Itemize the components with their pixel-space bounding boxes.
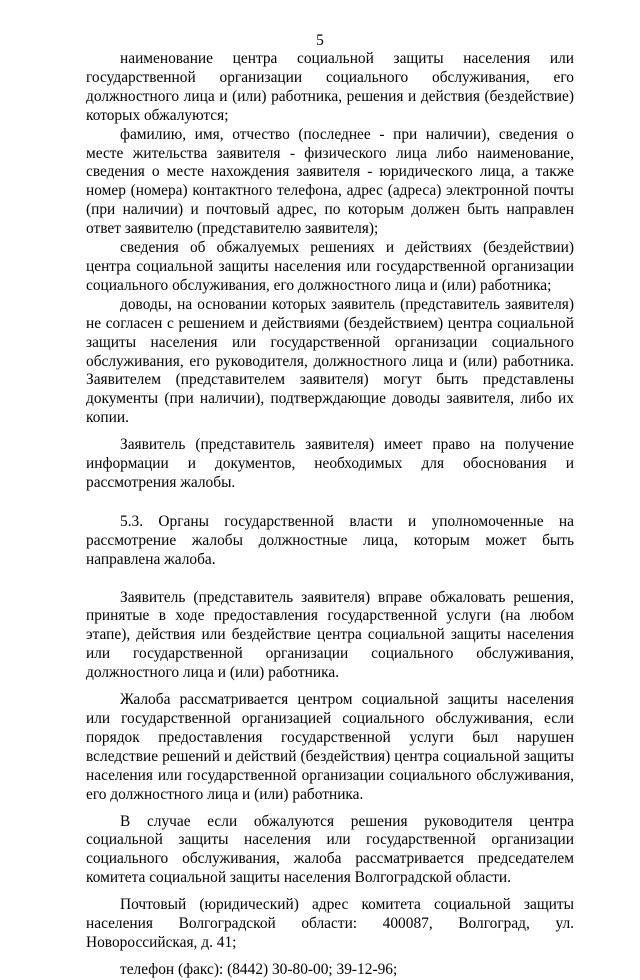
paragraph-applicant-details: фамилию, имя, отчество (последнее - при наличии), сведения о месте жительства заявителя - физического лица либо наименование, сведения о месте нахождения заявителя - юридического лица, а также номер (номера) контактного телефона, адрес (адреса) электронной почты (при наличии) и почтовый адрес, по которым должен быть направлен ответ заявителю (представителю заявителя); [86, 125, 574, 238]
section-heading-5-3: 5.3. Органы государственной власти и уполномоченные на рассмотрение жалобы должностные лица, которым может быть направлена жалоба. [86, 512, 574, 568]
paragraph-arguments: доводы, на основании которых заявитель (представитель заявителя) не согласен с решением и действиями (бездействием) центра социальной защиты населения или государственной организации социального обслуживания, его руководителя, должностного лица и (или) работника. Заявителем (представителем заявителя) могут быть представлены документы (при наличии), подтверждающие доводы заявителя, либо их копии. [86, 295, 574, 427]
document-body [86, 50, 574, 980]
paragraph-right-to-appeal: Заявитель (представитель заявителя) вправе обжаловать решения, принятые в ходе предоставления государственной услуги (на любом этапе), действия или бездействие центра социальной защиты населения или государственной организации социального обслуживания, должностного лица и (или) работника. [86, 588, 574, 682]
paragraph-postal-address: Почтовый (юридический) адрес комитета социальной защиты населения Волгоградской области: 400087, Волгоград, ул. Новороссийская, д. 41; [86, 896, 574, 951]
paragraph-head-decisions: В случае если обжалуются решения руководителя центра социальной защиты населения или государственной организации социального обслуживания, жалоба рассматривается председателем комитета социальной защиты населения Волгоградской области. [86, 812, 574, 887]
paragraph-phone-fax: телефон (факс): (8442) 30-80-00; 39-12-96; [120, 960, 398, 978]
page-number: 5 [316, 32, 324, 49]
paragraph-appealed-decisions: сведения об обжалуемых решениях и действиях (бездействии) центра социальной защиты населения или государственной организации социального обслуживания, его должностного лица и (или) работника; [86, 239, 574, 294]
paragraph-right-to-information: Заявитель (представитель заявителя) имеет право на получение информации и документов, необходимых для обоснования и рассмотрения жалобы. [86, 436, 574, 491]
paragraph-complaint-subject: наименование центра социальной защиты населения или государственной организации социального обслуживания, его должностного лица и (или) работника, решения и действия (бездействие) которых обжалуются; [86, 50, 574, 124]
paragraph-complaint-review: Жалоба рассматривается центром социальной защиты населения или государственной организацией социального обслуживания, если порядок предоставления государственной услуги был нарушен вследствие решений и действий (бездействия) центра социальной защиты населения или государственной организации социального обслуживания, его должностного лица и (или) работника. [86, 691, 574, 803]
